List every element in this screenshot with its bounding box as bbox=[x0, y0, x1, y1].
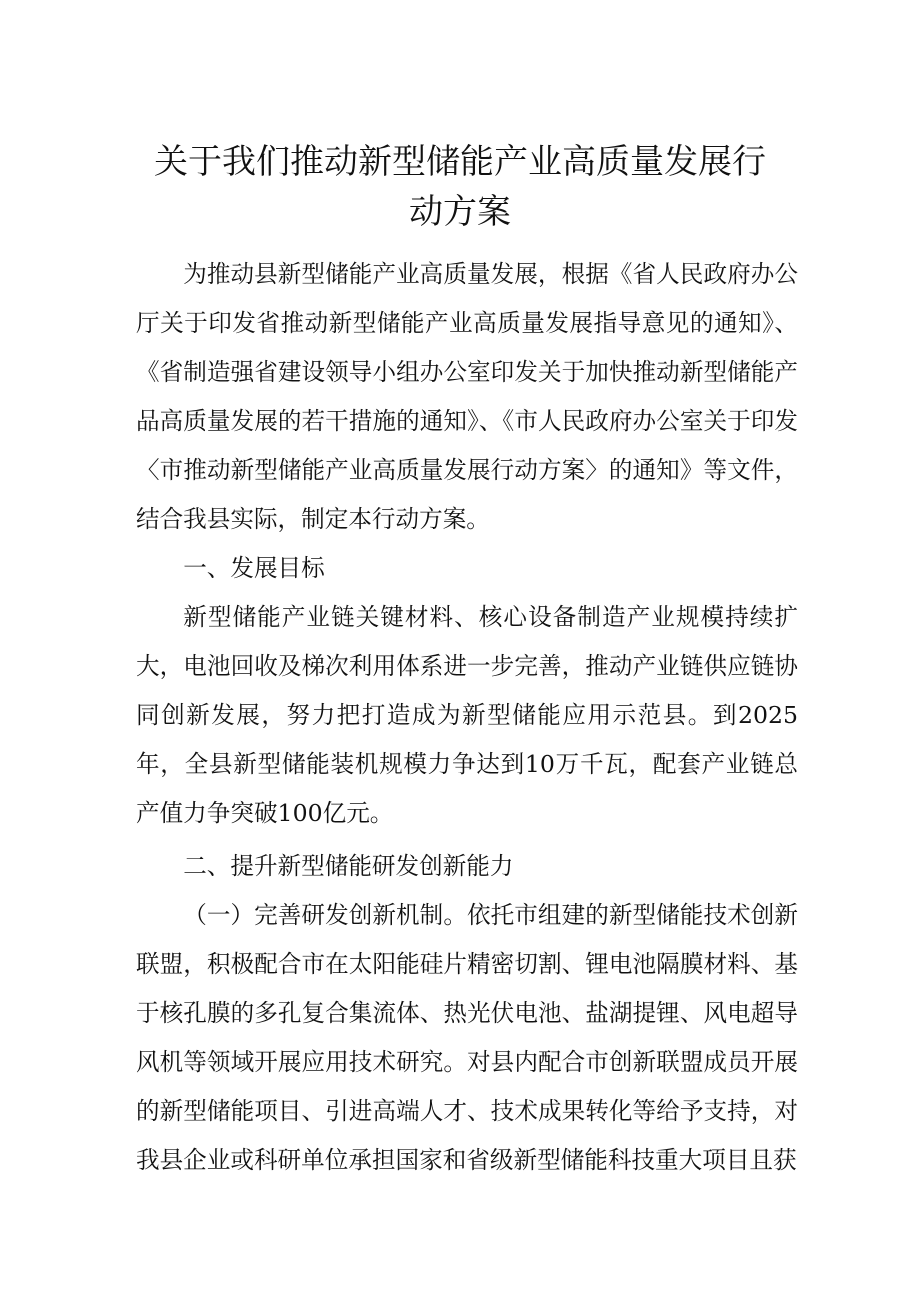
title-line-1: 关于我们推动新型储能产业高质量发展行 bbox=[154, 141, 766, 182]
document-title bbox=[120, 137, 800, 237]
section-heading-rd-capability: 二、提升新型储能研发创新能力 bbox=[183, 852, 514, 880]
section-heading-development-goals: 一、发展目标 bbox=[183, 554, 325, 582]
rd-mechanism-paragraph: （一）完善研发创新机制。依托市组建的新型储能技术创新联盟，积极配合市在太阳能硅片精密切割、锂电池隔膜材料、基于核孔膜的多孔复合集流体、热光伏电池、盐湖提锂、风电超导风机等领域开展应用技术研究。对县内配合市创新联盟成员开展的新型储能项目、引进高端人才、技术成果转化等给予支持，对我县企业或科研单位承担国家和省级新型储能科技重大项目且获 bbox=[136, 901, 798, 1174]
intro-paragraph: 为推动县新型储能产业高质量发展，根据《省人民政府办公厅关于印发省推动新型储能产业高质量发展指导意见的通知》、《省制造强省建设领导小组办公室印发关于加快推动新型储能产品高质量发展的若干措施的通知》、《市人民政府办公室关于印发〈市推动新型储能产业高质量发展行动方案〉的通知》等文件，结合我县实际，制定本行动方案。 bbox=[136, 260, 798, 533]
goals-paragraph: 新型储能产业链关键材料、核心设备制造产业规模持续扩大，电池回收及梯次利用体系进一步完善，推动产业链供应链协同创新发展，努力把打造成为新型储能应用示范县。到2025年，全县新型储能装机规模力争达到10万千瓦，配套产业链总产值力争突破100亿元。 bbox=[136, 603, 798, 827]
title-line-2: 动方案 bbox=[409, 191, 511, 232]
document-body bbox=[136, 250, 798, 1185]
